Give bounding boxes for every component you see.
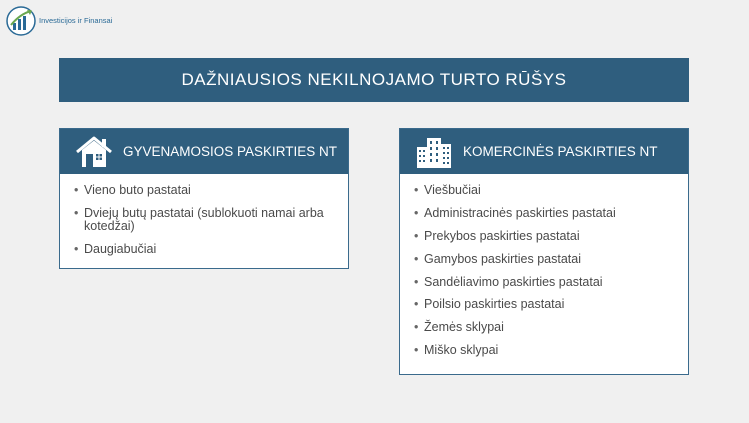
commercial-card [399,128,689,375]
residential-card-header [60,129,348,174]
list-item: • Administracinės paskirties pastatai [414,207,676,220]
residential-list [60,174,348,256]
logo [6,6,112,36]
list-item: • Gamybos paskirties pastatai [414,253,676,266]
list-item: • Dviejų butų pastatai (sublokuoti namai arba kotedžai) [74,207,336,233]
list-item: • Sandėliavimo paskirties pastatai [414,276,676,289]
logo-text: Investicijos ir Finansai [39,15,113,25]
list-item: • Daugiabučiai [74,243,336,256]
commercial-card-header [400,129,688,174]
list-item: • Žemės sklypai [414,321,676,334]
chart-arrow-icon [6,6,36,36]
list-item: • Prekybos paskirties pastatai [414,230,676,243]
page-title: DAŽNIAUSIOS NEKILNOJAMO TURTO RŪŠYS [59,58,689,102]
house-icon [75,135,113,169]
list-item: • Miško sklypai [414,344,676,357]
commercial-list [400,174,688,357]
list-item: • Poilsio paskirties pastatai [414,298,676,311]
commercial-card-title: KOMERCINĖS PASKIRTIES NT [463,144,658,159]
residential-card-title: GYVENAMOSIOS PASKIRTIES NT [123,144,338,159]
office-buildings-icon [415,135,453,169]
residential-card [59,128,349,269]
list-item: • Vieno buto pastatai [74,184,336,197]
list-item: • Viešbučiai [414,184,676,197]
